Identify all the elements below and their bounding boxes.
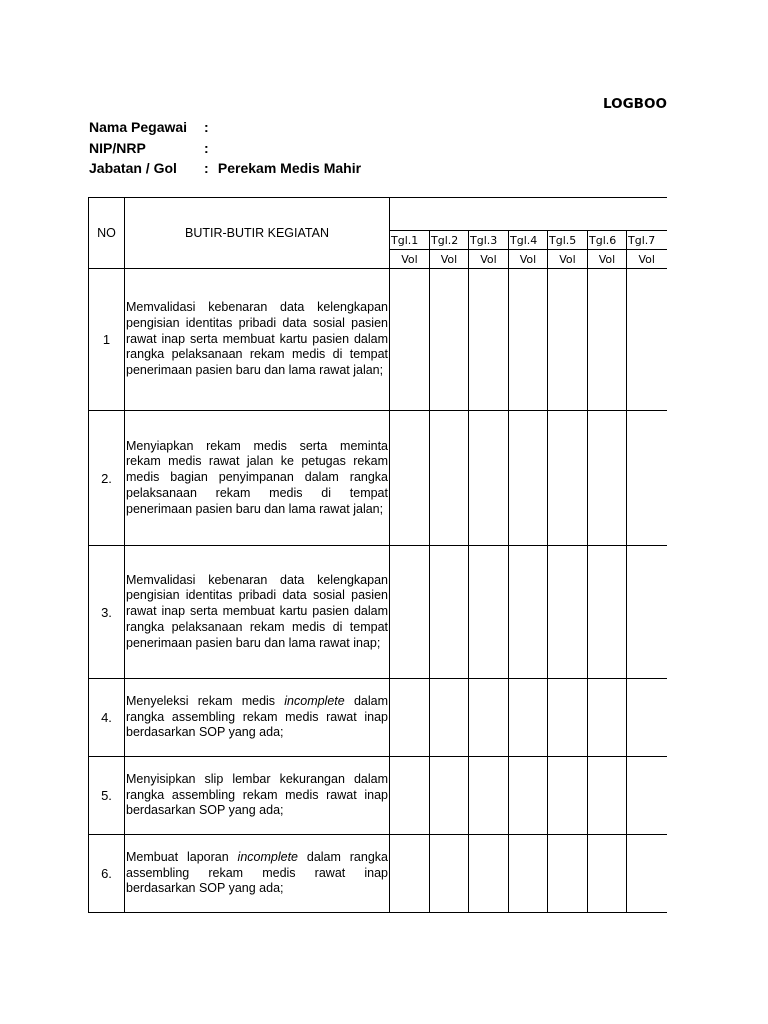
vol-entry-cell[interactable] (430, 757, 469, 835)
activity-description (125, 757, 390, 835)
vol-entry-cell[interactable] (548, 835, 588, 913)
description-text: Memvalidasi kebenaran data kelengkapan pengisian identitas pribadi data sosial pasien rawat inap serta membuat kartu pasien dalam rangka pelaksanaan rekam medis di tempat penerimaan pasien baru dan lama rawat inap; (126, 572, 388, 650)
vol-entry-cell[interactable] (627, 679, 667, 757)
vol-entry-cell[interactable] (469, 679, 509, 757)
description-text: Menyiapkan rekam medis serta meminta rekam medis rawat jalan ke petugas rekam medis bagian penyimpanan dalam rangka pelaksanaan rekam medis di tempat penerimaan pasien baru dan lama rawat jalan; (126, 438, 388, 516)
vol-entry-cell[interactable] (588, 269, 627, 411)
info-value: Perekam Medis Mahir (217, 160, 362, 176)
activity-description (125, 546, 390, 679)
vol-entry-cell[interactable] (588, 411, 627, 546)
vol-entry-cell[interactable] (588, 679, 627, 757)
info-label: Jabatan / Gol (89, 160, 177, 176)
row-number: 3. (89, 546, 125, 679)
activity-description (125, 835, 390, 913)
header-vol: Vol (469, 250, 509, 269)
description-text: dalam rangka assembling rekam medis rawat inap berdasarkan SOP yang ada; (126, 849, 388, 896)
vol-entry-cell[interactable] (548, 757, 588, 835)
header-dates-group (390, 198, 667, 231)
info-label: NIP/NRP (89, 140, 146, 156)
header-vol: Vol (588, 250, 627, 269)
header-day: Tgl.4 (509, 231, 548, 250)
vol-entry-cell[interactable] (430, 411, 469, 546)
vol-entry-cell[interactable] (548, 679, 588, 757)
logbook-table (88, 197, 667, 913)
header-day: Tgl.5 (548, 231, 588, 250)
vol-entry-cell[interactable] (430, 269, 469, 411)
vol-entry-cell[interactable] (627, 269, 667, 411)
table-row (89, 546, 667, 679)
table-row (89, 411, 667, 546)
vol-entry-cell[interactable] (509, 546, 548, 679)
header-day: Tgl.3 (469, 231, 509, 250)
table-row (89, 757, 667, 835)
vol-entry-cell[interactable] (588, 835, 627, 913)
info-label: Nama Pegawai (89, 119, 188, 135)
vol-entry-cell[interactable] (627, 411, 667, 546)
activity-description (125, 411, 390, 546)
vol-entry-cell[interactable] (390, 546, 430, 679)
vol-entry-cell[interactable] (509, 757, 548, 835)
vol-entry-cell[interactable] (509, 835, 548, 913)
row-number: 2. (89, 411, 125, 546)
description-text: Menyeleksi rekam medis (126, 693, 285, 708)
description-text: Memvalidasi kebenaran data kelengkapan pengisian identitas pribadi data sosial pasien rawat inap serta membuat kartu pasien dalam rangka pelaksanaan rekam medis di tempat penerimaan pasien baru dan lama rawat jalan; (126, 300, 388, 378)
header-vol: Vol (548, 250, 588, 269)
document-title: LOGBOO (603, 96, 667, 112)
vol-entry-cell[interactable] (390, 835, 430, 913)
info-colon: : (204, 160, 209, 176)
header-butir-kegiatan: BUTIR-BUTIR KEGIATAN (125, 198, 390, 269)
vol-entry-cell[interactable] (469, 411, 509, 546)
header-day: Tgl.1 (390, 231, 430, 250)
vol-entry-cell[interactable] (627, 835, 667, 913)
header-no: NO (89, 198, 125, 269)
table-body (89, 269, 667, 913)
table-row (89, 835, 667, 913)
info-jabatan-gol (89, 158, 361, 178)
activity-description (125, 269, 390, 411)
vol-entry-cell[interactable] (390, 679, 430, 757)
vol-entry-cell[interactable] (390, 411, 430, 546)
vol-entry-cell[interactable] (548, 269, 588, 411)
info-nip-nrp (89, 138, 214, 158)
vol-entry-cell[interactable] (509, 679, 548, 757)
vol-entry-cell[interactable] (588, 757, 627, 835)
header-day: Tgl.7 (627, 231, 667, 250)
row-number: 4. (89, 679, 125, 757)
vol-entry-cell[interactable] (548, 411, 588, 546)
vol-entry-cell[interactable] (390, 757, 430, 835)
description-text: dalam rangka assembling rekam medis rawat inap berdasarkan SOP yang ada; (126, 693, 388, 740)
vol-entry-cell[interactable] (627, 546, 667, 679)
vol-entry-cell[interactable] (469, 269, 509, 411)
vol-entry-cell[interactable] (430, 835, 469, 913)
italic-term: incomplete (237, 849, 298, 864)
vol-entry-cell[interactable] (509, 411, 548, 546)
header-vol: Vol (390, 250, 430, 269)
vol-entry-cell[interactable] (430, 679, 469, 757)
header-vol: Vol (509, 250, 548, 269)
row-number: 1 (89, 269, 125, 411)
vol-entry-cell[interactable] (469, 757, 509, 835)
table-row (89, 269, 667, 411)
description-text: Menyisipkan slip lembar kekurangan dalam rangka assembling rekam medis rawat inap berdasarkan SOP yang ada; (126, 771, 388, 818)
vol-entry-cell[interactable] (548, 546, 588, 679)
table-row (89, 679, 667, 757)
row-number: 6. (89, 835, 125, 913)
vol-entry-cell[interactable] (469, 835, 509, 913)
vol-entry-cell[interactable] (390, 269, 430, 411)
vol-entry-cell[interactable] (627, 757, 667, 835)
vol-entry-cell[interactable] (469, 546, 509, 679)
info-colon: : (204, 119, 209, 135)
header-vol: Vol (627, 250, 667, 269)
info-colon: : (204, 140, 209, 156)
vol-entry-cell[interactable] (430, 546, 469, 679)
vol-entry-cell[interactable] (509, 269, 548, 411)
description-text: Membuat laporan (126, 849, 238, 864)
info-nama-pegawai (89, 117, 214, 137)
header-day: Tgl.2 (430, 231, 469, 250)
italic-term: incomplete (284, 693, 345, 708)
activity-description (125, 679, 390, 757)
row-number: 5. (89, 757, 125, 835)
header-vol: Vol (430, 250, 469, 269)
vol-entry-cell[interactable] (588, 546, 627, 679)
header-day: Tgl.6 (588, 231, 627, 250)
